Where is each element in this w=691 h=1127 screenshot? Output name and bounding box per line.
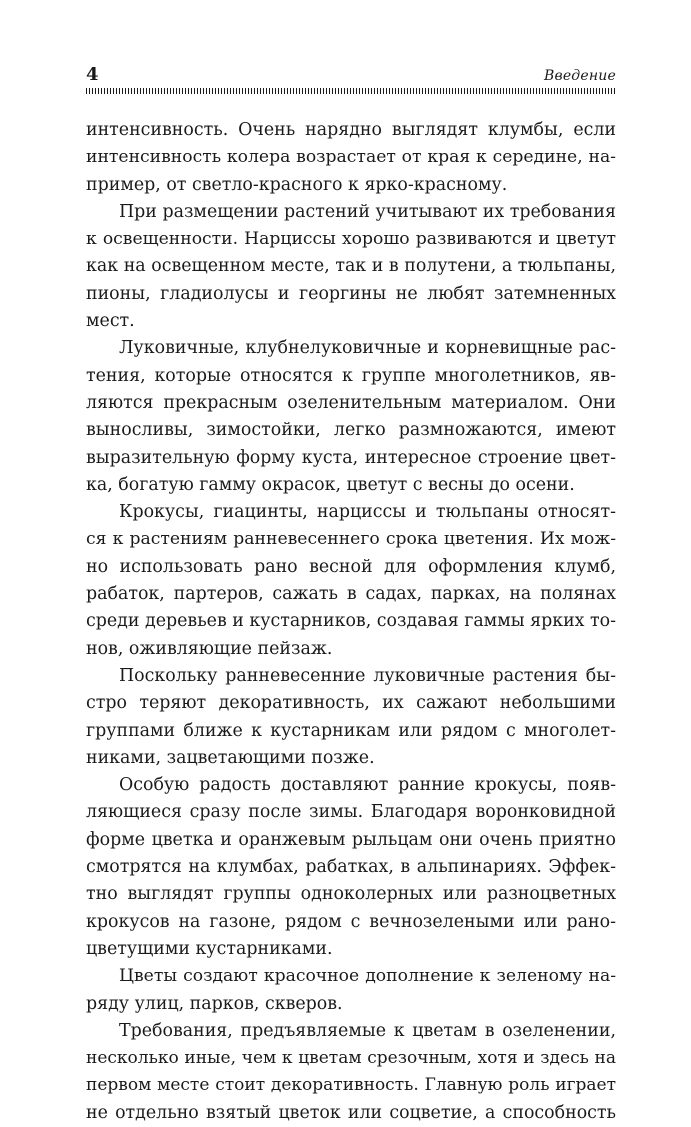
text-line: среди деревьев и кустарников, создавая гаммы ярких то- (86, 611, 616, 632)
text-line: выносливы, зимостойки, легко размножаются, имеют (86, 420, 616, 441)
text-line: пионы, гладиолусы и георгины не любят затемненных (86, 283, 616, 304)
text-line: Цветы создают красочное дополнение к зеленому на- (119, 966, 616, 987)
text-line: первом месте стоит декоративность. Главную роль играет (86, 1075, 616, 1096)
text-line: ряду улиц, парков, скверов. (86, 993, 343, 1014)
text-line: интенсивность колера возрастает от края к середине, на- (86, 147, 616, 168)
text-line: несколько иные, чем к цветам срезочным, хотя и здесь на (86, 1048, 616, 1069)
page-number: 4 (86, 64, 99, 85)
text-line: ка, богатую гамму окрасок, цветут с весны до осени. (86, 474, 575, 495)
text-line: выразительную форму куста, интересное строение цвет- (86, 447, 616, 468)
text-line: как на освещенном месте, так и в полутени, а тюльпаны, (86, 256, 616, 277)
text-line: Требования, предъявляемые к цветам в озеленении, (119, 1020, 616, 1041)
text-line: к освещенности. Нарциссы хорошо развиваются и цветут (86, 229, 616, 250)
text-line: форме цветка и оранжевым рыльцам они очень приятно (86, 829, 616, 850)
text-line: смотрятся на клумбах, рабатках, в альпинариях. Эффек- (86, 857, 616, 878)
page-header (86, 64, 616, 98)
text-line: интенсивность. Очень нарядно выглядят клумбы, если (86, 120, 616, 140)
text-line: не отдельно взятый цветок или соцветие, а способность (86, 1102, 616, 1123)
text-line: пример, от светло-красного к ярко-красному. (86, 174, 508, 195)
running-head: Введение (543, 68, 616, 84)
text-line: Луковичные, клубнелуковичные и корневищные рас- (119, 338, 616, 359)
text-line: но использовать рано весной для оформления клумб, (86, 556, 616, 577)
text-line: ляющиеся сразу после зимы. Благодаря воронковидной (86, 802, 616, 823)
text-line: стро теряют декоративность, их сажают небольшими (86, 693, 616, 714)
text-line: Крокусы, гиацинты, нарциссы и тюльпаны относят- (119, 502, 616, 523)
text-line: нов, оживляющие пейзаж. (86, 638, 333, 659)
text-line: тно выглядят группы одноколерных или разноцветных (86, 884, 616, 905)
text-line: крокусов на газоне, рядом с вечнозелеными или рано- (86, 911, 616, 932)
header-rule (86, 88, 616, 94)
body-text (86, 117, 616, 1127)
text-line: ся к растениям ранневесеннего срока цветения. Их мож- (86, 529, 616, 550)
text-line: ляются прекрасным озеленительным материалом. Они (86, 392, 616, 413)
text-line: тения, которые относятся к группе многолетников, яв- (86, 365, 616, 386)
text-line: Поскольку ранневесенние луковичные растения бы- (119, 665, 616, 686)
text-line: Особую радость доставляют ранние крокусы, появ- (119, 775, 616, 796)
text-line: рабаток, партеров, сажать в садах, парках, на полянах (86, 584, 616, 605)
text-line: цветущими кустарниками. (86, 938, 333, 959)
text-line: никами, зацветающими позже. (86, 747, 375, 768)
text-line: При размещении растений учитывают их требования (119, 201, 616, 222)
text-line: мест. (86, 311, 135, 332)
text-line: группами ближе к кустарникам или рядом с многолет- (86, 720, 616, 741)
